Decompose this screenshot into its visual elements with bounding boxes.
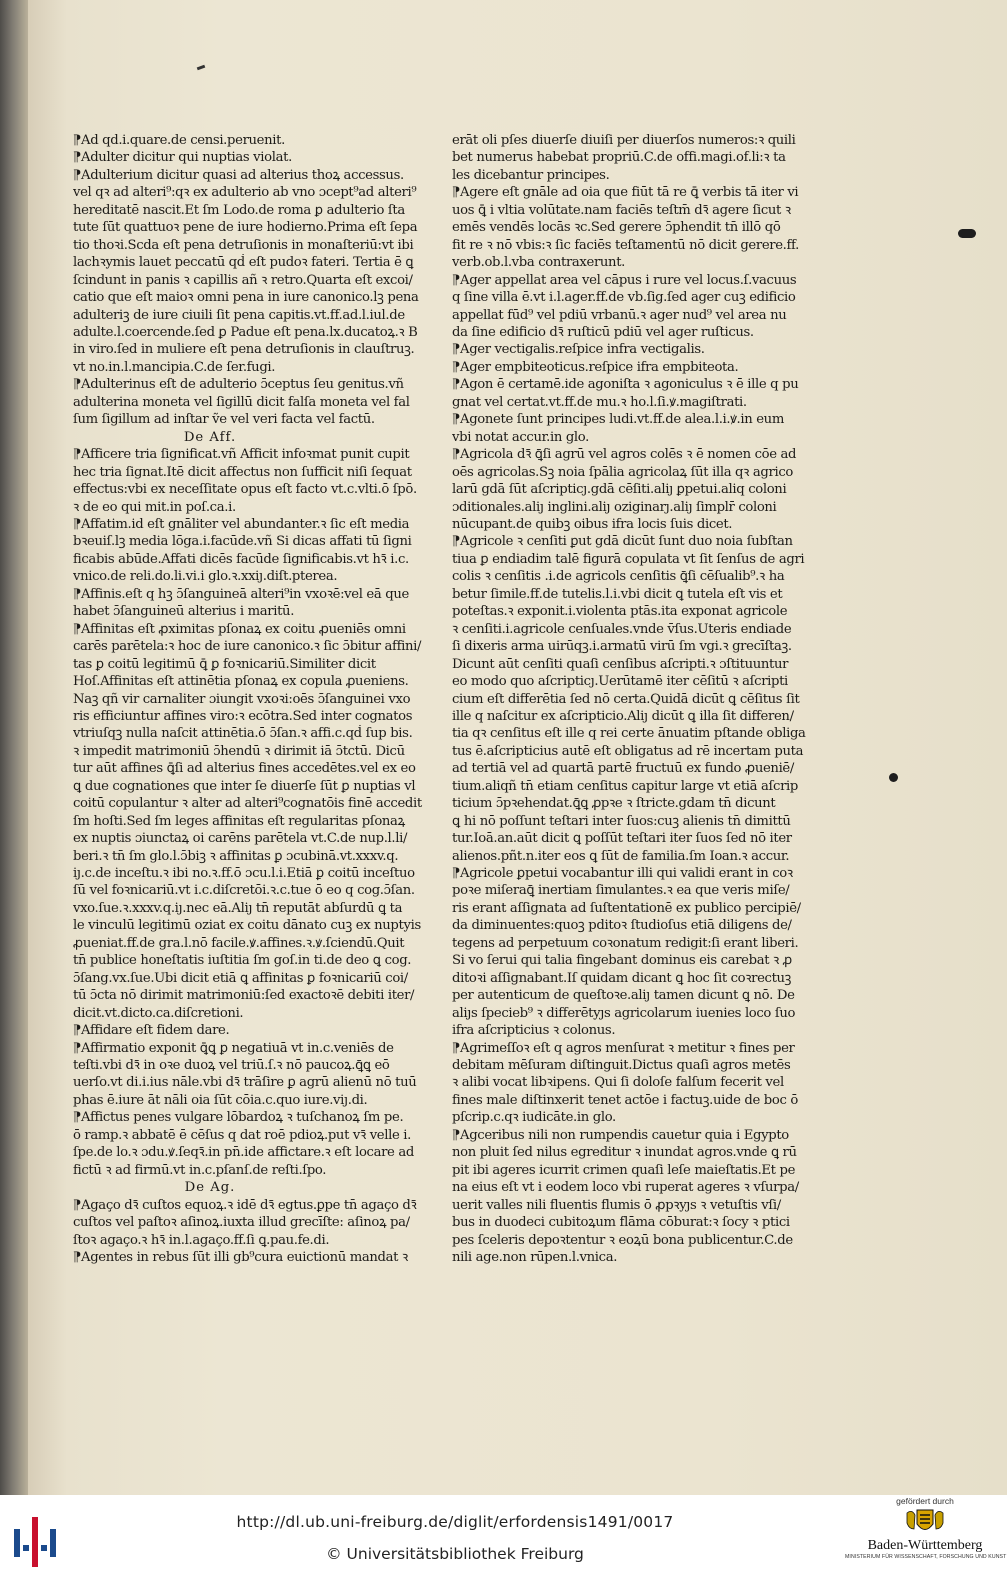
text-line: Dicunt̄ aūt cenſiti quaſi cenſibus aſcripti.ꝛ ɔſtituuntur <box>452 656 789 672</box>
sponsor-label: gefördert durch <box>896 1496 954 1506</box>
text-line: in viro.ſed in muliere eſt pena detruſionis in clauſtruꝫ. <box>73 342 415 358</box>
text-line: tium.aliqñ tn̄ etiam cenſitus capitur large vt etiā aſcrip <box>452 778 799 794</box>
text-line: ɔditionales.aliȷ inglini.aliȷ oziginarȷ.aliȷ ſimplr̄ coloni <box>452 499 777 515</box>
text-line: pſcrip.c.qꝛ iudicāte.in glo. <box>452 1110 616 1126</box>
text-line: pes ſceleris depoꝛtentur ꝛ eoꝝū bona publicentur.C.de <box>452 1232 793 1248</box>
text-line: poꝛe miſeraꝗ̄ inertiam ſimulantes.ꝛ ea que veris miſe/ <box>452 883 790 899</box>
text-line: Si vo ſerui qui talia fingebant dominus eis carebat ꝛ ꝓ <box>452 953 792 969</box>
text-line: pit ibi ageres icurrit crimen quaſi leſe maieſtatis.Et pe <box>452 1162 796 1178</box>
text-line: tus ē.aſcripticius autē eſt obligatus ad rē incertam puta <box>452 743 804 759</box>
text-line: coitū copulantur ꝛ alter ad alteri⁹cognatōis finē accedit <box>73 796 422 812</box>
text-line: catio que eſt maioꝛ omni pena in iure canonico.lꝫ pena <box>73 290 419 306</box>
text-line: ⁋Agrimeſſoꝛ eſt q agros menſurat ꝛ metitur ꝛ fines per <box>452 1040 795 1056</box>
text-line: ⁋Affictus penes vulgare lōbardoꝝ ꝛ tuſchanoꝝ ſm pe. <box>73 1110 404 1126</box>
text-line: ⁋Agon ē certamē.ide agoniſta ꝛ agoniculus ꝛ ē ille q pu <box>452 377 799 393</box>
text-line: alienos.pñt.n.iter eos ꝗ ſūt de familia.ſm Ioan.ꝛ accur. <box>452 848 790 864</box>
text-line: ꝛ cenſiti.i.agricole cenſuales.vnde v̄ſus.Uteris endiade <box>452 621 792 637</box>
text-line: ticium ɔ̄pꝛehendat.ꝗ̄ꝗ ꝓpꝛe ꝛ ſtricte.gdam tn̄ dicunt <box>452 796 776 812</box>
text-line: ifra aſcripticius ꝛ colonus. <box>452 1023 616 1039</box>
text-line: vtriuſqꝫ nulla naſcit̄ attinētia.ō ɔ̄ſan.ꝛ affi.c.qḋ ſup bis. <box>73 726 413 742</box>
text-line: tn̄ publice honeſtatis iuſtitia ſm goſ.in ti.de deo ꝗ cog. <box>73 953 412 969</box>
text-line: tute ſūt quattuoꝛ pene de iure hodierno.Prima eſt ſepa <box>73 220 418 236</box>
text-line: tū ɔ̄cta nō dirimit matrimoniū:ſed exactoꝛē debiti iter/ <box>73 988 415 1004</box>
text-line: colis ꝛ cenſitis .i.de agricols cenſitis ꝗ̄ſi cēſualib⁹.ꝛ ha <box>452 569 785 585</box>
text-line: ⁋Agricole ꝑpetui vocabantur illi qui validi erant in coꝛ <box>452 866 793 882</box>
text-line: poteſtas.ꝛ exponit̄.i.violenta ptās.ita exponat̄ agricole <box>452 604 788 620</box>
text-line: bet numerus habebat propriū.C.de offi.magi.of.li:ꝛ ta <box>452 150 786 166</box>
viewer-footer <box>0 1495 1007 1583</box>
text-line: ⁋Agceribus nili non rumpendis cauetur quia i Egypto <box>452 1127 789 1143</box>
text-line: ſm hoſti.Sed ſm leges affinitas eſt regularitas pſonaꝝ <box>73 813 405 829</box>
text-line: gnat vel certat.vt.ff.de mu.ꝛ ho.l.ſi.ꝟ.magiſtrati. <box>452 394 747 410</box>
text-line: adulteriꝫ de iure ciuili ſit pena capitis.vt.ff.ad.l.iul.de <box>73 307 405 323</box>
text-line: carēs parētela:ꝛ hoc de iure canonico.ꝛ ſic ɔ̄bitur affini/ <box>73 639 422 655</box>
text-line: fictū ꝛ ad firmū.vt in.c.pſanſ.de reſti.ſpo. <box>73 1162 327 1178</box>
text-line: ditoꝛi aſſignabant̄.Iſ quidam dicant ꝗ hoc ſit coꝛrectuꝫ <box>452 970 792 986</box>
text-line: ɔ̄ſang.vx.ſue.Ubi dicit etiā ꝗ affinitas ꝑ foꝛnicariū coi/ <box>73 970 408 986</box>
text-line: ris erant aſſignata ad ſuſtentationē ex publico percipiē/ <box>452 900 801 916</box>
left-text-column <box>73 132 437 1266</box>
text-line: uerſo.vt di.i.ius nāle.vbi dꝛ̄ trāſire ꝑ agrū alienū nō tuū <box>73 1075 417 1091</box>
text-line: vt no.in.l.mancipia.C.de ſer.fugi. <box>73 359 276 375</box>
text-line: Hoſ.Affinitas eſt attinētia pſonaꝝ ex copula ꝓueniens. <box>73 674 409 690</box>
text-line: ſi dixeris arma uirūqꝫ.i.armatū virū ſm vgi.ꝛ grecīſtaꝫ. <box>452 639 792 655</box>
text-line: dicit.vt.dicto.ca.diſcretioni. <box>73 1005 244 1021</box>
text-line: Naꝫ qñ vir carnaliter ɔiungit̄ vxoꝛi:oēs ɔ̄ſanguinei vxo <box>73 691 411 707</box>
text-line: ⁋Adulter dicitur qui nuptias violat. <box>73 150 292 166</box>
text-line: ⁋Agentes in rebus ſūt illi gb⁹cura euictionū mandat̄ ꝛ <box>73 1250 408 1265</box>
text-line: ꝛ de eo qui mit.in poſ.ca.i. <box>73 499 236 515</box>
text-line: ⁋Affinis.eſt q hꝫ ɔ̄ſanguineā alteri⁹in vxoꝛē:vel eā que <box>73 586 409 602</box>
text-line: les dicebantur principes. <box>452 167 610 183</box>
text-line: non pluit ſed nilus egreditur ꝛ inundat agros.vnde ꝗ rū <box>452 1145 797 1161</box>
text-line: phas ē.iure āt nāli oia ſūt cōia.c.quo iure.viȷ.di. <box>73 1092 368 1108</box>
text-line: cuſtos vel paſtoꝛ aſinoꝝ.iuxta illud grecīſte: aſinoꝝ pa/ <box>73 1215 410 1231</box>
section-heading: De Ag. <box>184 1180 236 1196</box>
text-line: teſti.vbi dꝛ̄ in oꝛe duoꝝ vel triū.ſ.ꝛ nō paucoꝝ.ꝗ̄ꝗ eō <box>73 1058 390 1074</box>
text-line: verb.ob.l.vba contraxerunt. <box>452 255 625 271</box>
text-line: nili age.non rūpen.l.vnica. <box>452 1250 618 1265</box>
text-line: adulterina moneta vel ſigillū dicit̄ falſa moneta vel fal <box>73 394 410 410</box>
text-line: ſum ſigillum ad inſtar ṽe vel veri facta vel factū. <box>73 412 375 428</box>
text-line: ⁋Affatim.id eſt gnāliter vel abundanter.ꝛ ſic eſt media <box>73 516 410 532</box>
text-line: ꝗ due cognationes que inter ſe diuerſe ſūt ꝑ nuptias vl̄ <box>73 778 416 794</box>
text-line: ⁋Agere eſt gnāle ad oia que fiūt tā re ꝗ̄ verbis tā iter vi <box>452 185 799 201</box>
text-line: nūcupant̄.de quibꝫ oibus ifra locis ſuis dicet̄. <box>452 516 733 532</box>
text-line: vxo.ſue.ꝛ.xxxv.q.iȷ.nec eā.Aliȷ tn̄ reputāt abſurdū ꝗ ta <box>73 900 403 916</box>
text-line: tas ꝑ coitū legitimū ꝗ̄ ꝑ foꝛnicariū.Similiter dicit <box>73 656 376 672</box>
text-line: oēs agricolas.Sꝫ noia ſpālia agricolaꝝ ſūt illa qꝛ agrico <box>452 464 793 480</box>
text-line: q ſine villa ē.vt i.l.ager.ff.de vb.ſig.ſed ager cuꝫ edificio <box>452 290 796 306</box>
text-line: emēs vendēs locās ꝛc.Sed gerere ɔ̄phendit tn̄ illō qō <box>452 220 781 236</box>
text-line: ꝛ alibi vocat̄ libꝛipens. Qui ſi doloſe falſum fecerit vel <box>452 1075 784 1091</box>
text-line: ⁋Affidare eſt fidem dare. <box>73 1023 230 1039</box>
text-line: na eius eſt vt i eodem loco vbi ruperat ageres ꝛ vſurpa/ <box>452 1180 799 1196</box>
text-line: ex nuptis ɔiunctaꝝ oi carēns parētela vt.C.de nup.l.li/ <box>73 831 408 847</box>
text-line: tiua ꝑ endiadim talē figurā copulata vt ſit ſenſus de agri <box>452 551 805 567</box>
text-line: appellat̄ fūd⁹ vel pdiū vrbanū.ꝛ ager nud⁹ vel area nu <box>452 307 787 323</box>
text-line: ⁋Ager vectigalis.reſpice infra vectigalis. <box>452 342 705 358</box>
text-line: ſcindunt̄ in panis ꝛ capillis añ ꝛ retro.Quarta eſt excoi/ <box>73 272 413 288</box>
text-line: tia qꝛ cenſitus eſt ille q rei certe ānuatim pſtande obliga <box>452 726 806 742</box>
text-line: beri.ꝛ tn̄ ſm glo.l.ɔ̄biꝫ ꝛ affinitas ꝑ ɔcubinā.vt.xxxv.q. <box>73 848 399 864</box>
text-line: ad tertiā vel ad quartā partē fructuū ex fundo ꝓueniē/ <box>452 761 794 777</box>
text-line: tegens ad perpetuum coꝛonatum redigit:ſi erant liberi. <box>452 935 799 951</box>
text-line: habet ɔ̄ſangui̇neū alterius i maritū. <box>73 604 295 620</box>
text-line: ⁋Adulterium dicitur quasi ad alterius thoꝝ accessus. <box>73 167 404 183</box>
page-hole <box>958 229 976 238</box>
text-line: ille q naſcitur ex aſcripticio.Aliȷ dicūt ꝗ illa ſit differen/ <box>452 708 794 724</box>
text-line: ꝓueniat.ff.de gra.l.nō facile.ꝟ.affines.ꝛ.ꝟ.ſciendū.Quit <box>73 935 405 951</box>
text-line: ⁋Ad qd.i.quare.de censi.peruenit. <box>73 133 285 148</box>
text-line: hereditatē nascit̄.Et ſm Lodo.de roma ꝑ adulterio ſta <box>73 202 405 218</box>
text-line: larū gdā ſūt aſcripticȷ.gdā cēſiti.aliȷ ꝑpetui.aliq coloni <box>452 482 787 498</box>
text-line: eo modo quo aſcripticȷ.Uerūtamē iter cēſitū ꝛ aſcripti <box>452 674 788 690</box>
copyright-notice: © Universitätsbibliothek Freiburg <box>326 1545 584 1563</box>
text-line: fines male diſtinxerit tenet̄ actōe i factuꝫ.uide de boc ō <box>452 1092 798 1108</box>
text-line: vnico.de reli.do.li.vi.i glo.ꝛ.xxiȷ.diſt.pterea. <box>73 569 338 585</box>
text-line: ⁋Ager empbiteoticus.reſpice ifra empbiteota. <box>452 359 739 375</box>
right-text-column <box>452 132 818 1266</box>
text-line: vel qꝛ ad alteri⁹:qꝛ ex adulterio ab vno ɔcept⁹ad alteri⁹ <box>73 185 417 201</box>
ink-dot <box>889 773 898 782</box>
text-line: erāt oli pſes diuerſe diuiſi per diuerſos numeros:ꝛ quili <box>452 133 796 148</box>
text-line: ſtoꝛ agaço.ꝛ hꝛ̄ in.l.agaço.ff.ſi ꝗ.pau.fe.di. <box>73 1232 330 1248</box>
text-line: ⁋Agricola dꝛ̄ ꝗ̄ſi agrū vel agros colēs ꝛ ē nomen cōe ad <box>452 447 797 463</box>
text-line: ⁋Agricole ꝛ cenſiti ꝑut gdā dicūt ſunt duo noia ſubſtan <box>452 534 793 550</box>
text-line: effectus:vbi ex neceſſitate opus eſt facto vt.c.vlti.ō ſpō. <box>73 482 417 498</box>
text-line: lachꝛymis lauet peccatū qḋ eſt pudoꝛ fateri. Tertia ē ꝗ <box>73 255 414 271</box>
text-line: ꝛ impedit matrimoniū ɔ̄hendū ꝛ dirimit iā ɔ̄tctū. Dicū <box>73 743 405 759</box>
text-line: da ſine edificio dꝛ̄ ruſticū pdiū vel ager ruſticus. <box>452 324 754 340</box>
text-line: cium eſt differētia ſed nō certa.Quidā dicūt ꝗ cēſitus ſit <box>452 691 800 707</box>
text-line: per autenticum de queſtoꝛe.aliȷ tamen dicunt ꝗ nō. De <box>452 988 795 1004</box>
sponsor-state: Baden-Württemberg <box>867 1538 983 1553</box>
text-line: ris efficiuntur affines viro:ꝛ ecōtra.Sed inter cognatos <box>73 708 413 724</box>
book-spine <box>0 0 28 1495</box>
sponsor-ministry: MINISTERIUM FÜR WISSENSCHAFT, FORSCHUNG UND KUNST <box>845 1554 1007 1560</box>
text-line: le vinculū legitimū oziat̄ ex coitu dānato cuꝫ ex nuptyis <box>73 918 421 934</box>
text-line: fit re ꝛ nō vbis:ꝛ ſic faciēs teſtamentū nō dicit̄ gerere.ff. <box>452 237 799 253</box>
text-line: tio thoꝛi.Scda eſt pena detruſionis in monaſteriū:vt ibi <box>73 237 414 253</box>
text-line: hec tria ſignat̄.Itē dicit̄ affectus non ſufficit niſi ſequat̄ <box>73 464 412 480</box>
text-line: ō ramp.ꝛ abbatē ē cēſus q dat̄ roē pdioꝝ.put vꝛ̄ velle i. <box>73 1127 411 1143</box>
text-line: bus in duodeci cubitoꝝum flāma cōburat̄:ꝛ ſocy ꝛ ptici <box>452 1215 790 1231</box>
section-heading: De Aff. <box>183 429 237 445</box>
text-line: ꝗ hi nō poſſunt teſtari inter ſuos:cuꝫ alienis tn̄ dimittū <box>452 813 791 829</box>
text-line: tur.Ioā.an.aūt dicit ꝗ poſſūt teſtari iter ſuos ſed nō iter <box>452 831 792 847</box>
text-line: tur aūt affines ꝗ̄ſi ad alterius fines accedētes.vel ex eo <box>73 761 416 777</box>
text-line: ⁋Affirmatio exponit̄ ꝗ̄ꝗ ꝑ negatiuā vt in.c.veniēs de <box>73 1040 394 1056</box>
text-line: ⁋Ager appellat̄ area vel cāpus i rure vel locus.ſ.vacuus <box>452 272 797 288</box>
document-url[interactable]: http://dl.ub.uni-freiburg.de/diglit/erfordensis1491/0017 <box>236 1513 674 1531</box>
text-line: ⁋Agonete ſunt principes ludi.vt.ff.de alea.l.i.ꝟ.in eum <box>452 412 784 428</box>
text-line: adulte.l.coercende.ſed ꝑ Padue eſt pena.lx.ducatoꝝ.ꝛ B <box>73 324 418 340</box>
text-line: uerit valles nili fluentis flumis ō ꝓpꝛyȷs ꝛ vetuſtis vſi/ <box>452 1197 781 1213</box>
text-line: aliȷs ſpecieb⁹ ꝛ differētyȷs agricolarum iuenies loco ſuo <box>452 1005 796 1021</box>
sponsor-block <box>845 1496 1005 1582</box>
text-line: bꝛeuiſ.lꝫ media lōga.i.facūde.vñ Si dicas affati tū ſigni <box>73 534 412 550</box>
text-line: ficabis abūde.Affati dicēs facūde ſignificabis.vt hꝛ̄ i.c. <box>73 551 409 567</box>
text-line: uos ꝗ̄ i vltia volūtate.nam faciēs teſtm̄ dꝛ̄ agere ſicut ꝛ <box>452 202 791 218</box>
text-line: ⁋Adulterinus eſt de adulterio ɔ̄ceptus ſeu genitus.vñ <box>73 377 404 393</box>
text-line: da diminuentes:quoꝫ pditoꝛ ſtudioſus etiā diligens de/ <box>452 918 792 934</box>
text-line: ſpe.de lo.ꝛ ɔdu.ꝟ.ſeqꝛ̄.in pn̄.ide affictare.ꝛ eſt locare ad <box>73 1145 414 1161</box>
text-line: ſū vel foꝛnicariū.vt i.c.diſcretōi.ꝛ.c.tue ō eo q cog.ɔ̄ſan. <box>73 883 415 899</box>
text-line: iȷ.c.de inceſtu.ꝛ ibi no.ꝛ.ff.ō ɔcu.l.i.Etiā ꝑ coitū inceſtuo <box>73 866 415 882</box>
state-crest-icon <box>903 1507 947 1537</box>
text-line: vbi notat accur.in glo. <box>452 429 589 445</box>
text-line: debitam mēſuram diſtinguit.Dictus quaſi agros metēs <box>452 1058 791 1074</box>
text-line: betur ſimile.ff.de tutelis.l.i.vbi dicit̄ ꝗ tutela eſt vis et <box>452 586 783 602</box>
text-line: ⁋Afficere tria ſignificat.vñ Afficit infoꝛmat punit cupit <box>73 447 410 463</box>
text-line: ⁋Affinitas eſt ꝓximitas pſonaꝝ ex coitu ꝓueniēs omni <box>73 621 406 637</box>
text-line: ⁋Agaço dꝛ̄ cuſtos equoꝝ.ꝛ idē dꝛ̄ egtus.ꝑpe tn̄ agaço dꝛ̄ <box>73 1197 417 1213</box>
